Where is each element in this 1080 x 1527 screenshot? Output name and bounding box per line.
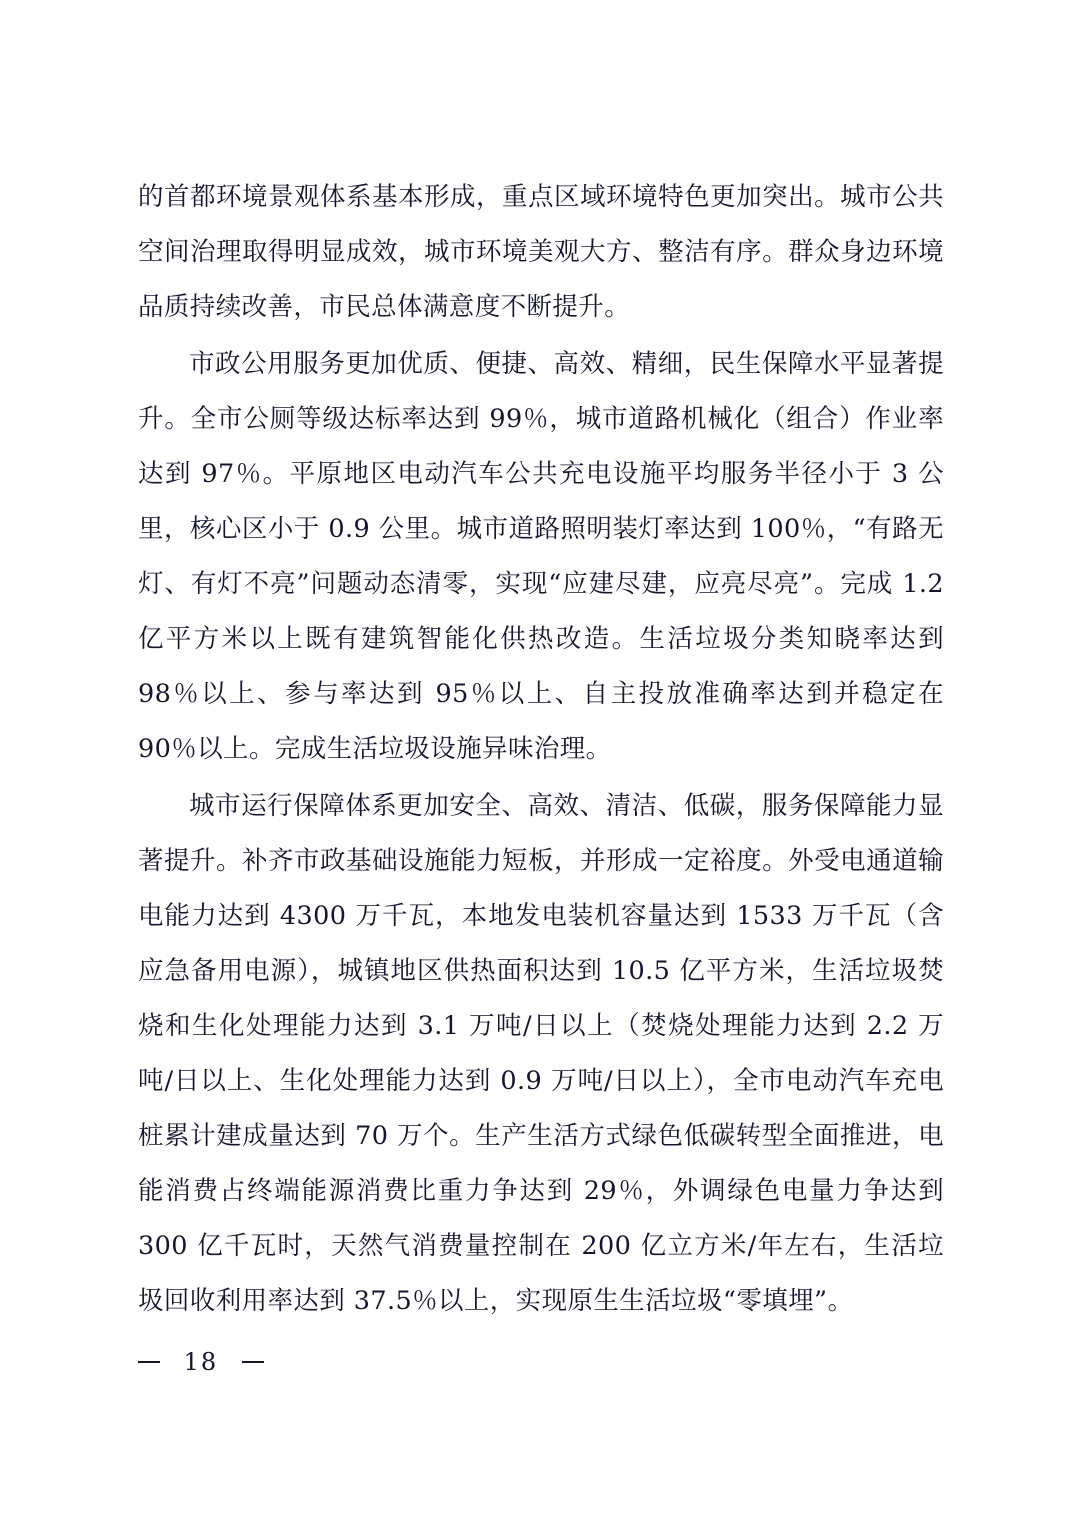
footer-dash-right: [242, 1361, 264, 1363]
page-footer: [138, 1348, 944, 1376]
paragraph-3: 城市运行保障体系更加安全、高效、清洁、低碳，服务保障能力显著提升。补齐市政基础设施能力短板，并形成一定裕度。外受电通道输电能力达到 4300 万千瓦，本地发电装机容量达到 1533 万千瓦（含应急备用电源），城镇地区供热面积达到 10.5 亿平方米，生活垃圾焚烧和生化处理能力达到 3.1 万吨/日以上（焚烧处理能力达到 2.2 万吨/日以上、生化处理能力达到 0.9 万吨/日以上），全市电动汽车充电桩累计建成量达到 70 万个。生产生活方式绿色低碳转型全面推进，电能消费占终端能源消费比重力争达到 29％，外调绿色电量力争达到 300 亿千瓦时，天然气消费量控制在 200 亿立方米/年左右，生活垃圾回收利用率达到 37.5％以上，实现原生生活垃圾“零填埋”。: [138, 791, 944, 1316]
footer-dash-left: [138, 1361, 160, 1363]
paragraph-1: 的首都环境景观体系基本形成，重点区域环境特色更加突出。城市公共空间治理取得明显成效，城市环境美观大方、整洁有序。群众身边环境品质持续改善，市民总体满意度不断提升。: [138, 182, 944, 322]
paragraph-2: 市政公用服务更加优质、便捷、高效、精细，民生保障水平显著提升。全市公厕等级达标率达到 99％，城市道路机械化（组合）作业率达到 97％。平原地区电动汽车公共充电设施平均服务半径小于 3 公里，核心区小于 0.9 公里。城市道路照明装灯率达到 100％，“有路无灯、有灯不亮”问题动态清零，实现“应建尽建，应亮尽亮”。完成 1.2 亿平方米以上既有建筑智能化供热改造。生活垃圾分类知晓率达到 98％以上、参与率达到 95％以上、自主投放准确率达到并稳定在 90％以上。完成生活垃圾设施异味治理。: [138, 349, 944, 764]
page-body: [138, 170, 944, 1331]
page-number: 18: [183, 1348, 219, 1376]
